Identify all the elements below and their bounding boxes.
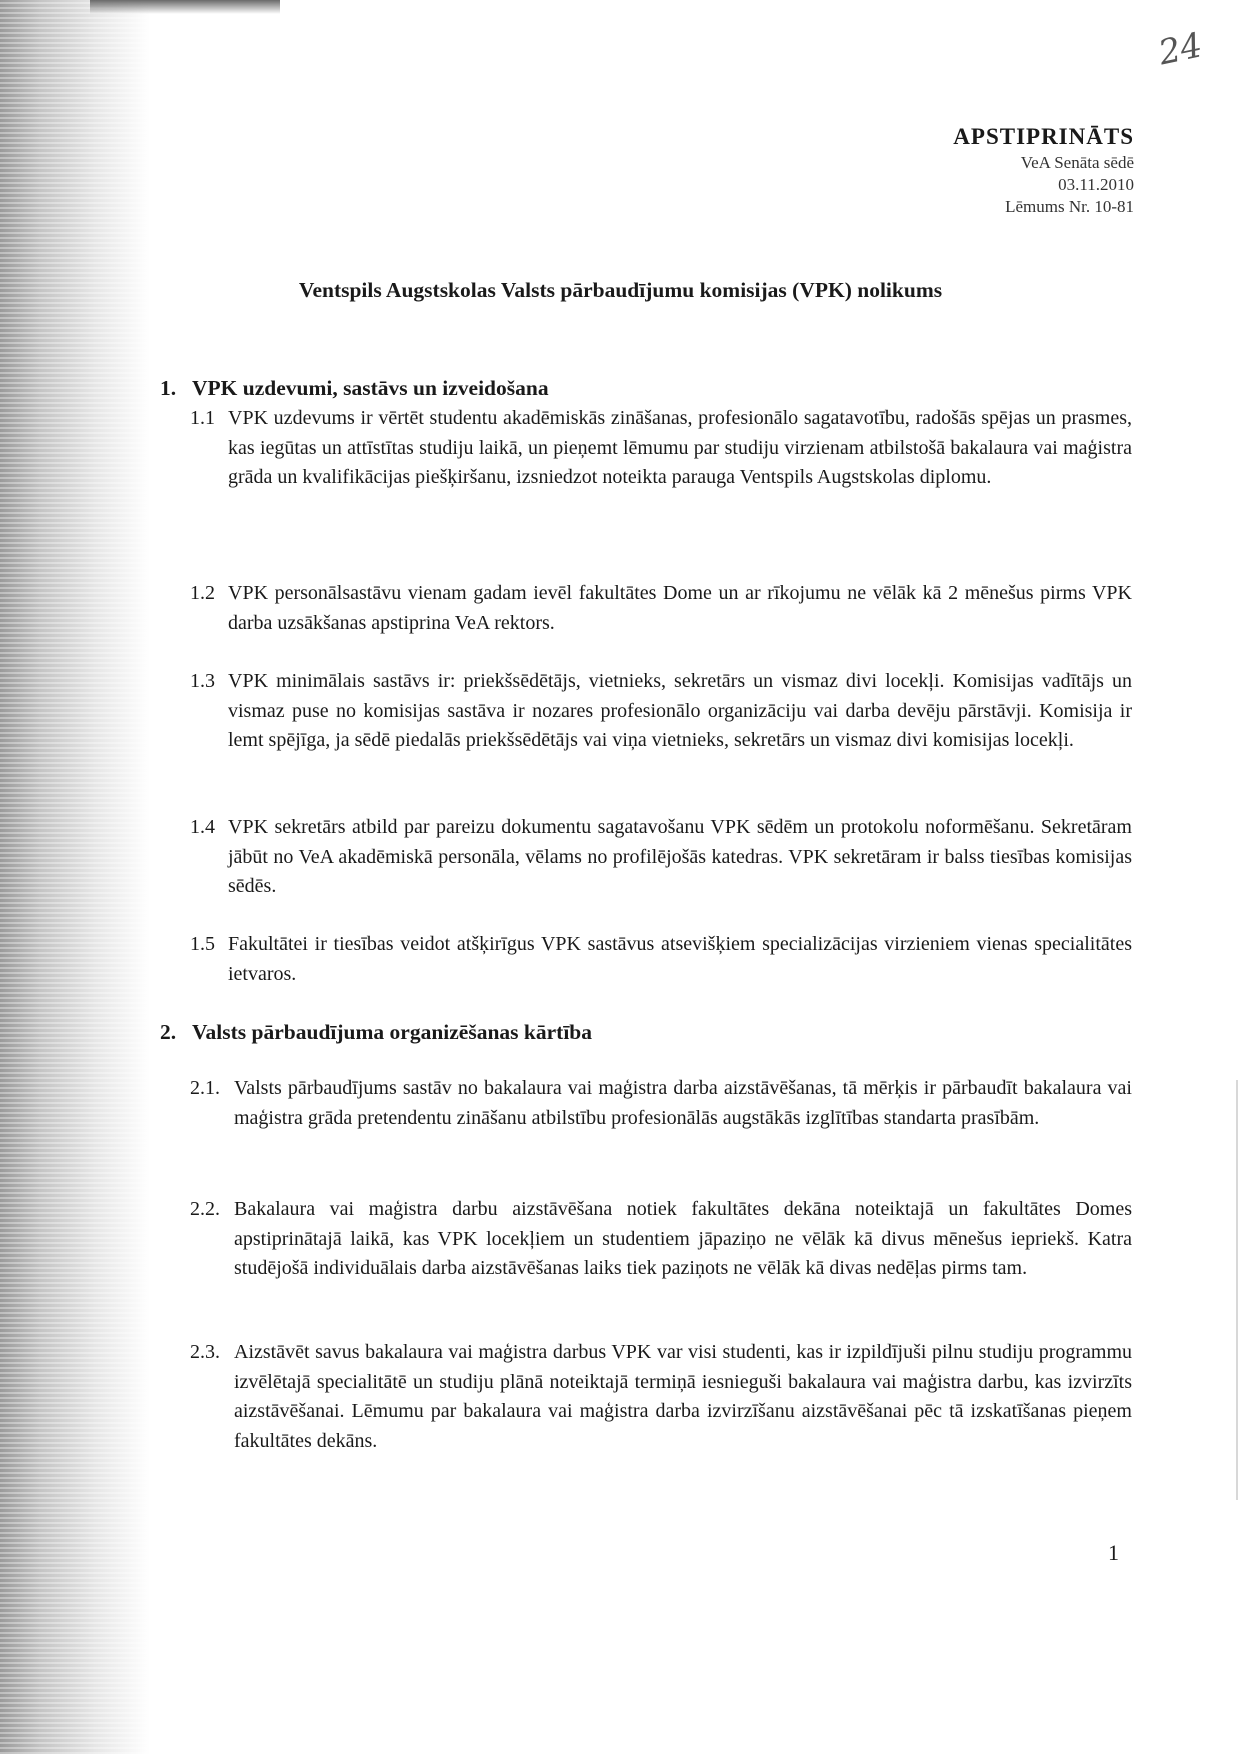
scan-edge-shadow (0, 0, 150, 1754)
item-text: Fakultātei ir tiesības veidot atšķirīgus VPK sastāvus atsevišķiem specializācijas virzieniem vienas specialitātes ietvaros. (228, 933, 1132, 985)
approved-label: APSTIPRINĀTS (953, 124, 1134, 149)
list-item (190, 667, 1132, 756)
list-item (190, 404, 1132, 493)
section-heading (160, 376, 549, 401)
item-number: 2.1. (190, 1077, 220, 1099)
item-text: Bakalaura vai maģistra darbu aizstāvēšana notiek fakultātes dekāna noteiktajā un fakultātes Domes apstiprinātajā laikā, kas VPK locekļiem un studentiem jāpaziņo ne vēlāk kā divus mēnešus iepriekš. Katra studējošā individuālais darba aizstāvēšanas laiks tiek paziņots ne vēlāk kā divas nedēļas pirms tam. (234, 1198, 1132, 1279)
section-title: Valsts pārbaudījuma organizēšanas kārtība (192, 1020, 593, 1044)
list-item (190, 1338, 1132, 1456)
item-text: VPK sekretārs atbild par pareizu dokumentu sagatavošanu VPK sēdēm un protokolu noformēšanu. Sekretāram jābūt no VeA akadēmiskā personāla, vēlams no profilējošās katedras. VPK sekretāram ir balss tiesības komisijas sēdēs. (228, 816, 1132, 897)
item-text: VPK uzdevums ir vērtēt studentu akadēmiskās zināšanas, profesionālo sagatavotību, radošās spējas un prasmes, kas iegūtas un attīstītas studiju laikā, un pieņemt lēmumu par studiju virzienam atbilstošā bakalaura vai maģistra grāda un kvalifikācijas piešķiršanu, izsniedzot noteikta parauga Ventspils Augstskolas diplomu. (228, 407, 1132, 488)
item-text: Aizstāvēt savus bakalaura vai maģistra darbus VPK var visi studenti, kas ir izpildījuši pilnu studiju programmu izvēlētajā specialitātē un studiju plānā noteiktajā termiņā iesnieguši bakalaura vai maģistra darbu, kas izvirzīts aizstāvēšanai. Lēmumu par bakalaura vai maģistra darba izvirzīšanu aizstāvēšanai pēc tā izskatīšanas pieņem fakultātes dekāns. (234, 1341, 1132, 1452)
item-text: VPK minimālais sastāvs ir: priekšsēdētājs, vietnieks, sekretārs un vismaz divi locekļi. Komisijas vadītājs un vismaz puse no komisijas sastāva ir nozares profesionālo organizāciju vai darba devēju pārstāvji. Komisija ir lemt spējīga, ja sēdē piedalās priekšsēdētājs vai viņa vietnieks, sekretārs un vismaz divi komisijas locekļi. (228, 670, 1132, 751)
scan-top-shadow (90, 0, 280, 14)
list-item (190, 1195, 1132, 1284)
page-number: 1 (1108, 1540, 1119, 1565)
section-heading (160, 1020, 592, 1045)
item-number: 2.2. (190, 1198, 220, 1220)
handwritten-page-mark: 24 (1155, 25, 1206, 74)
list-item (190, 930, 1132, 989)
senate-line: VeA Senāta sēdē (1020, 153, 1134, 172)
item-number: 1.3 (190, 670, 215, 692)
list-item (190, 813, 1132, 902)
item-number: 2.3. (190, 1341, 220, 1363)
item-number: 1.4 (190, 816, 215, 838)
section-number: 1. (160, 376, 177, 400)
scan-right-line (1236, 1080, 1238, 1500)
section-number: 2. (160, 1020, 177, 1044)
item-number: 1.1 (190, 407, 215, 429)
item-text: Valsts pārbaudījums sastāv no bakalaura vai maģistra darba aizstāvēšanas, tā mērķis ir pārbaudīt bakalaura vai maģistra grāda pretendentu zināšanu atbilstību profesionālās augstākās izglītības standarta prasībām. (234, 1077, 1132, 1129)
list-item (190, 1074, 1132, 1133)
item-text: VPK personālsastāvu vienam gadam ievēl fakultātes Dome un ar rīkojumu ne vēlāk kā 2 mēnešus pirms VPK darba uzsākšanas apstiprina VeA rektors. (228, 582, 1132, 634)
approval-block (953, 122, 1134, 218)
approval-date: 03.11.2010 (1058, 175, 1134, 194)
list-item (190, 579, 1132, 638)
section-title: VPK uzdevumi, sastāvs un izveidošana (192, 376, 549, 400)
item-number: 1.2 (190, 582, 215, 604)
item-number: 1.5 (190, 933, 215, 955)
document-title: Ventspils Augstskolas Valsts pārbaudījumu komisijas (VPK) nolikums (298, 278, 943, 302)
decision-number: Lēmums Nr. 10-81 (1005, 197, 1134, 216)
